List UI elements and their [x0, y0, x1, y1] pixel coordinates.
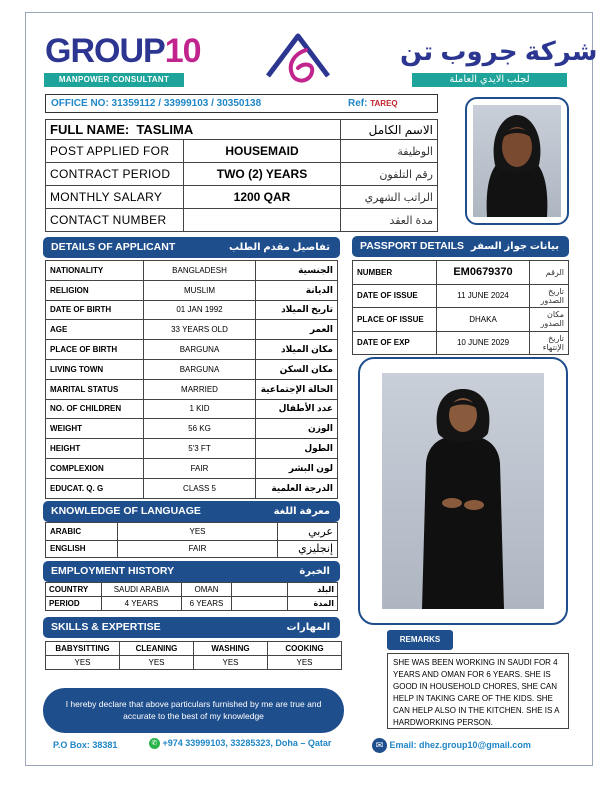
- table-row: COUNTRY SAUDI ARABIA OMAN البلد: [46, 583, 338, 597]
- table-row: DATE OF EXP 10 JUNE 2029 تاريخ الإنتهاء: [353, 331, 569, 355]
- table-row: ARABIC YES عربي: [46, 523, 338, 541]
- table-row: COMPLEXION FAIR لون البشر: [46, 458, 338, 478]
- passport-table: [352, 260, 569, 355]
- applicant-details-table: [45, 260, 338, 499]
- table-row: RELIGION MUSLIM الديانة: [46, 280, 338, 300]
- table-row: DATE OF ISSUE 11 JUNE 2024 تاريخ الصدور: [353, 284, 569, 308]
- contact-number-value: [184, 209, 341, 232]
- remarks-text: SHE WAS BEEN WORKING IN SAUDI FOR 4 YEARS AND OMAN FOR 6 YEARS. SHE IS GOOD IN HOUSEHOLD CHORES, SHE CAN HELP IN TAKING CARE OF THE KIDS. SHE CAN HELP ALSO IN THE KITCHEN. SHE IS A HARDWORKING PERSON.: [387, 653, 569, 729]
- table-row: MARITAL STATUS MARRIED الحالة الإجتماعية: [46, 379, 338, 399]
- language-table: [45, 522, 338, 558]
- table-row: MONTHLY SALARY 1200 QAR الراتب الشهري: [46, 186, 438, 209]
- post-applied-value: HOUSEMAID: [184, 140, 341, 163]
- email-icon: ✉: [372, 738, 387, 753]
- full-name-row: [46, 120, 438, 140]
- language-header: KNOWLEDGE OF LANGUAGE معرفة اللغة: [43, 501, 340, 522]
- employment-header: EMPLOYMENT HISTORY الخبرة: [43, 561, 340, 582]
- skills-header: SKILLS & EXPERTISE المهارات: [43, 617, 340, 638]
- table-row: PLACE OF ISSUE DHAKA مكان الصدور: [353, 308, 569, 332]
- whatsapp-icon: ✆: [149, 738, 160, 749]
- group10-logo: GROUP10: [45, 32, 201, 70]
- table-row: WEIGHT 56 KG الوزن: [46, 419, 338, 439]
- applicant-full-photo: [358, 357, 568, 625]
- arabic-logo-subtitle: لجلب الايدي العاملة: [412, 73, 567, 87]
- reference: Ref: TAREQ: [348, 98, 398, 109]
- passport-number: EM0679370: [437, 261, 530, 285]
- full-name-label: FULL NAME:: [50, 122, 130, 137]
- applicant-headshot-photo: [465, 97, 569, 225]
- remarks-header: REMARKS: [387, 630, 453, 650]
- reference-value: TAREQ: [370, 99, 398, 108]
- salary-value: 1200 QAR: [184, 186, 341, 209]
- table-row: BABYSITTING CLEANING WASHING COOKING: [46, 642, 342, 656]
- logo-subtitle: MANPOWER CONSULTANT: [44, 73, 184, 87]
- passport-header: PASSPORT DETAILS بيانات جواز السفر: [352, 236, 569, 257]
- footer-email: ✉ Email: dhez.group10@gmail.com: [372, 738, 531, 753]
- table-row: NUMBER EM0679370 الرقم: [353, 261, 569, 285]
- table-row: DATE OF BIRTH 01 JAN 1992 تاريخ الميلاد: [46, 300, 338, 320]
- table-row: ENGLISH FAIR إنجليزي: [46, 540, 338, 558]
- details-header: DETAILS OF APPLICANT تفاصيل مقدم الطلب: [43, 237, 340, 258]
- table-row: NATIONALITY BANGLADESH الجنسية: [46, 261, 338, 281]
- table-row: HEIGHT 5'3 FT الطول: [46, 439, 338, 459]
- office-numbers: [45, 94, 438, 113]
- skills-table: [45, 641, 342, 670]
- office-phone-text: OFFICE NO: 31359112 / 33999103 / 30350138: [51, 98, 262, 109]
- table-row: NO. OF CHILDREN 1 KID عدد الأطفال: [46, 399, 338, 419]
- footer-phone: ✆ +974 33999103, 33285323, Doha – Qatar: [149, 738, 331, 749]
- contract-period-value: TWO (2) YEARS: [184, 163, 341, 186]
- table-row: LIVING TOWN BARGUNA مكان السكن: [46, 359, 338, 379]
- full-name-ar: الاسم الكامل: [341, 120, 438, 140]
- table-row: POST APPLIED FOR HOUSEMAID الوظيفة: [46, 140, 438, 163]
- table-row: CONTACT NUMBER مدة العقد: [46, 209, 438, 232]
- employment-table: [45, 582, 338, 611]
- arabic-logo: شركة جروب تن: [400, 36, 598, 66]
- po-box: P.O Box: 38381: [53, 740, 118, 750]
- table-row: AGE 33 YEARS OLD العمر: [46, 320, 338, 340]
- table-row: EDUCAT. Q. G CLASS 5 الدرجة العلمية: [46, 478, 338, 498]
- main-info-table: [45, 119, 438, 232]
- company-emblem-icon: [262, 28, 334, 88]
- declaration: I hereby declare that above particulars furnished by me are true and accurate to the best of my knowledge: [43, 688, 344, 733]
- table-row: PLACE OF BIRTH BARGUNA مكان الميلاد: [46, 340, 338, 360]
- table-row: PERIOD 4 YEARS 6 YEARS المدة: [46, 597, 338, 611]
- full-name-value: TASLIMA: [136, 122, 194, 137]
- table-row: CONTRACT PERIOD TWO (2) YEARS رقم التلفون: [46, 163, 438, 186]
- table-row: YES YES YES YES: [46, 656, 342, 670]
